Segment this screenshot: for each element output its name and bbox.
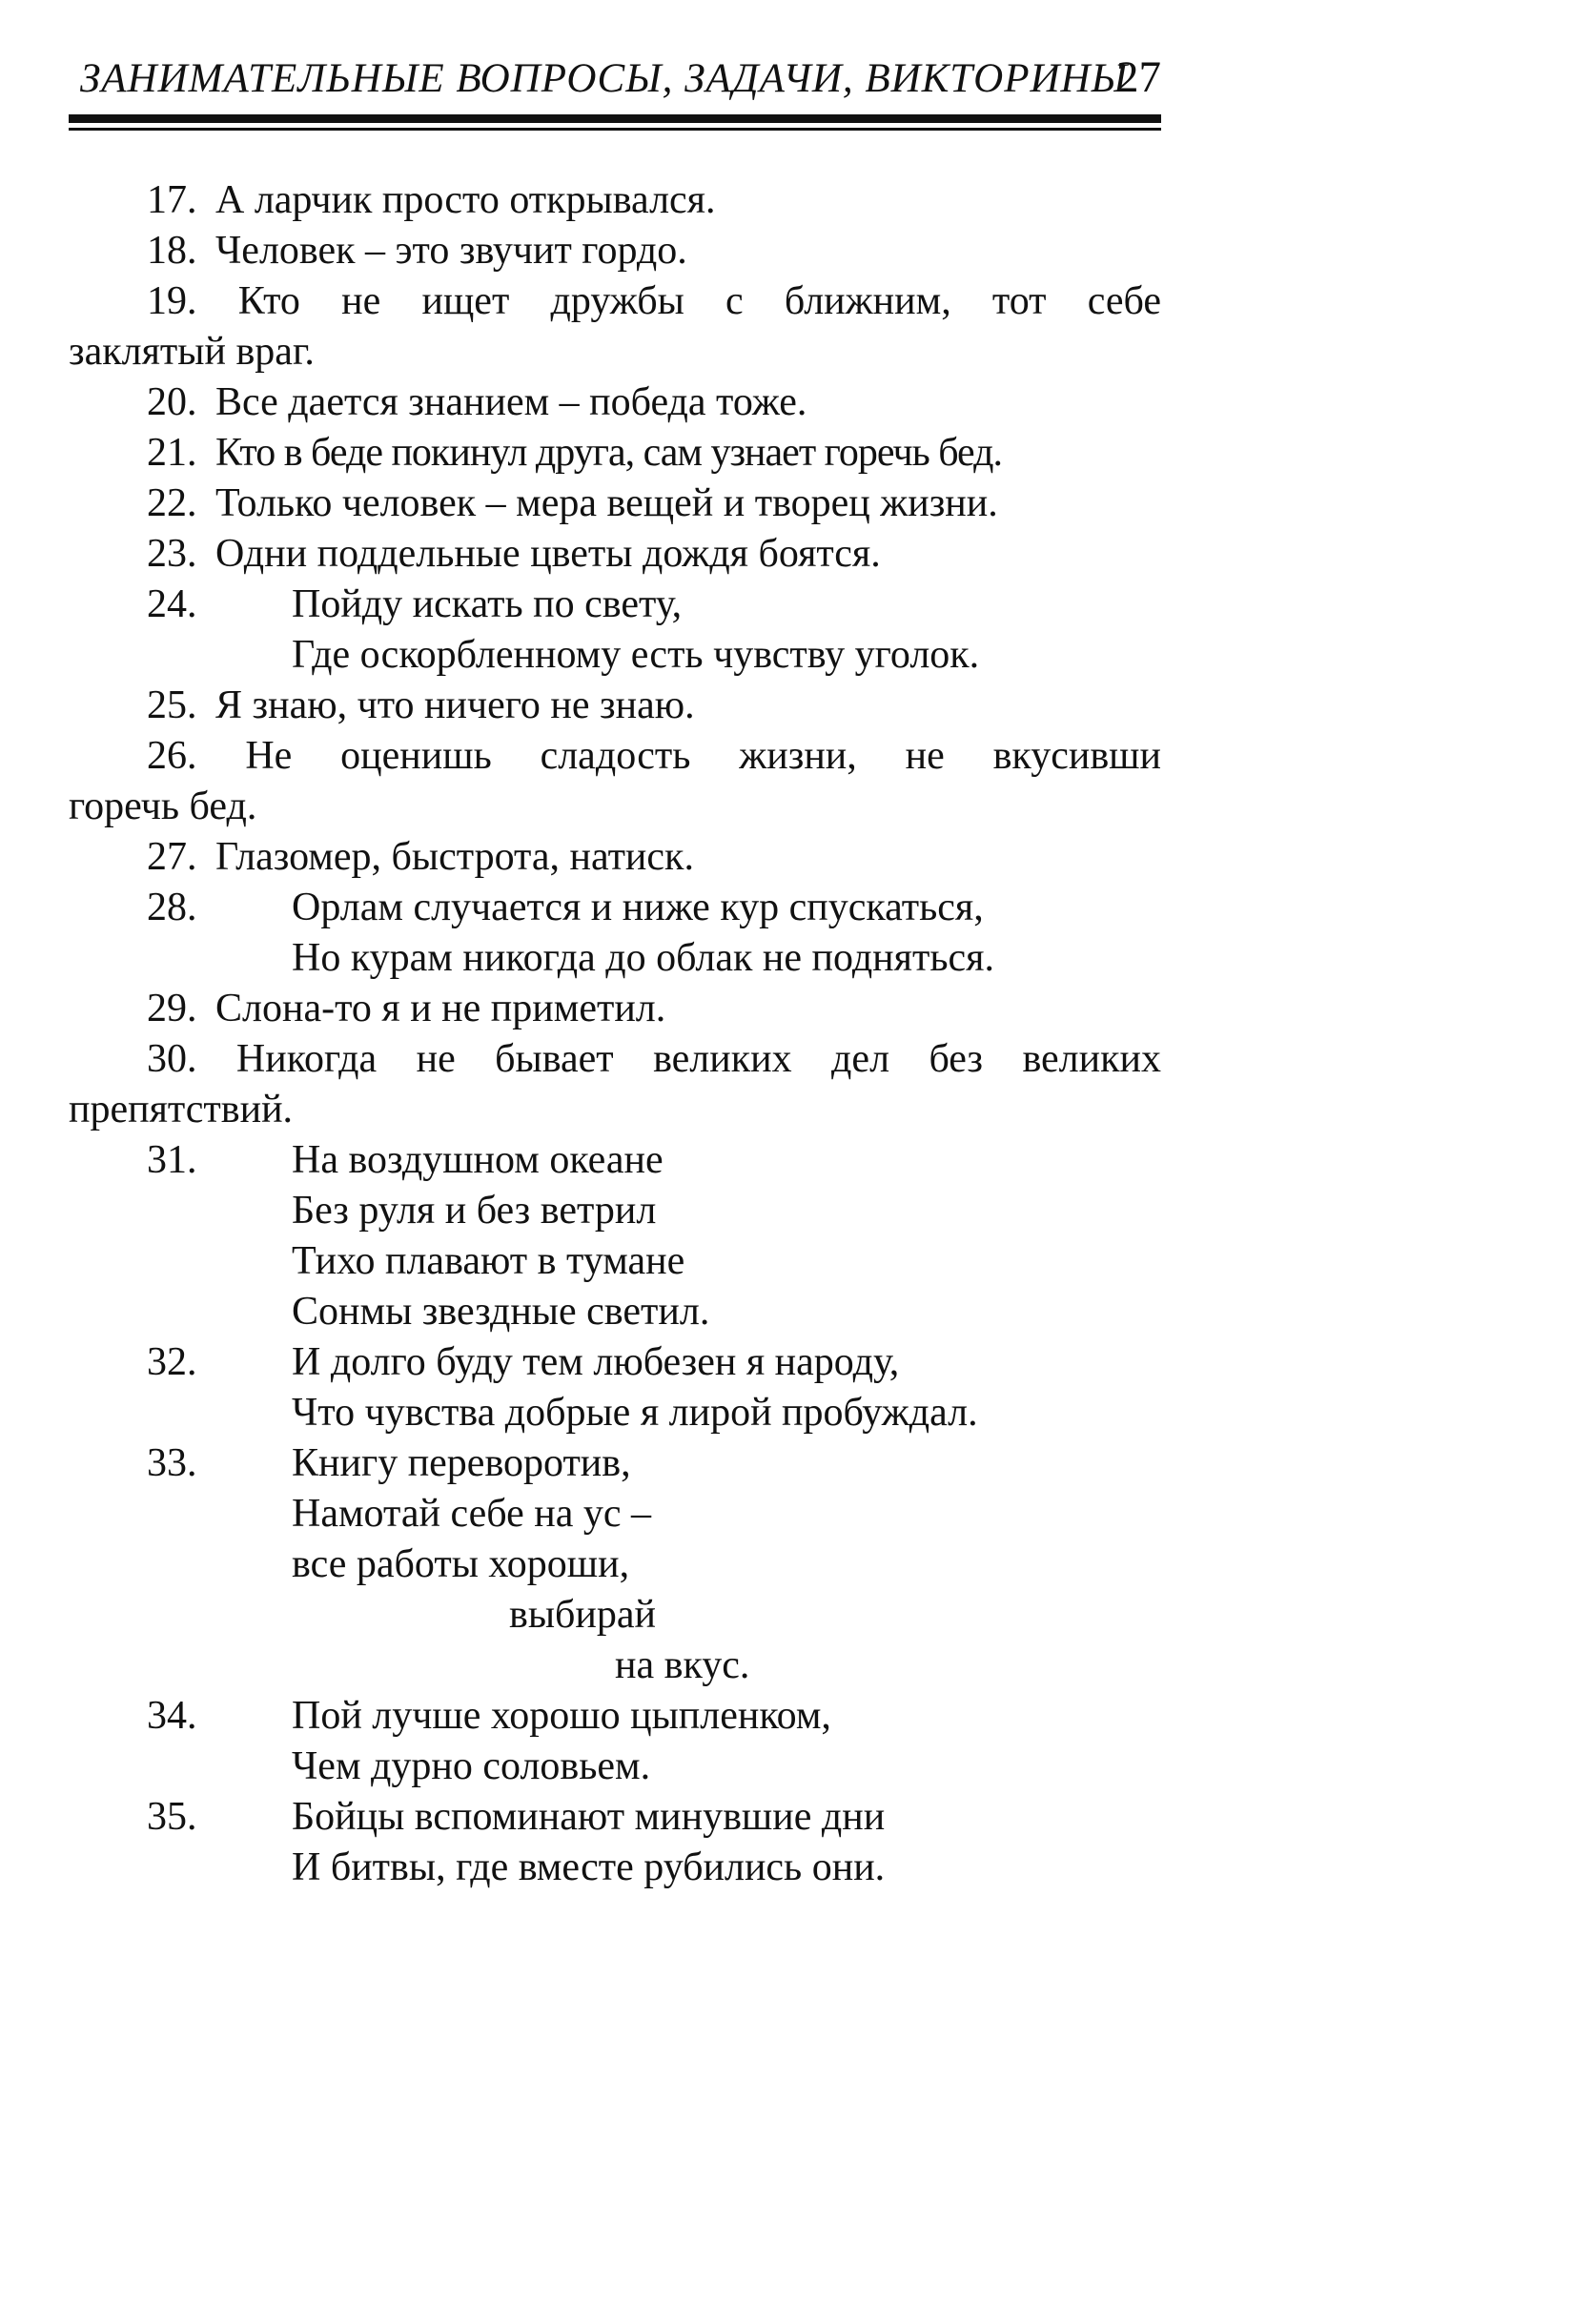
poem-line: выбирай — [509, 1593, 657, 1637]
item-text: Все дается знанием – победа тоже. — [215, 380, 807, 424]
list-item-33-line-4 — [69, 1590, 1161, 1641]
poem-line: На воздушном океане — [292, 1138, 664, 1182]
list-item-28-line-2 — [69, 933, 1161, 984]
item-number: 20. — [147, 380, 197, 424]
list-item-33-line-5 — [69, 1641, 1161, 1691]
running-header — [69, 50, 1161, 116]
poem-line: Бойцы вспоминают минувшие дни — [292, 1795, 886, 1839]
item-number: 34. — [147, 1694, 197, 1738]
item-text: Глазомер, быстрота, натиск. — [215, 835, 694, 879]
list-item-31 — [69, 1135, 1161, 1186]
list-item-22 — [69, 479, 1161, 529]
list-item-27 — [69, 832, 1161, 883]
item-text-line: горечь бед. — [69, 785, 257, 828]
poem-line: Книгу переворотив, — [292, 1441, 631, 1485]
item-number: 21. — [147, 431, 197, 475]
list-item-35-line-2 — [69, 1843, 1161, 1893]
poem-line: Тихо плавают в тумане — [292, 1239, 685, 1283]
poem-line: Орлам случается и ниже кур спускаться, — [292, 886, 984, 929]
list-item-23 — [69, 529, 1161, 580]
list-item-21 — [69, 428, 1161, 479]
list-item-20 — [69, 377, 1161, 428]
list-item-24 — [69, 580, 1161, 630]
item-number: 25. — [147, 683, 197, 727]
item-number: 27. — [147, 835, 197, 879]
poem-line: И битвы, где вместе рубились они. — [292, 1845, 886, 1889]
poem-line: Намотай себе на ус – — [292, 1492, 651, 1536]
list-item-32-line-2 — [69, 1388, 1161, 1438]
item-text-line: 30. Никогда не бывает великих дел без великих — [147, 1037, 1161, 1081]
item-number: 22. — [147, 481, 197, 525]
list-item-31-line-3 — [69, 1236, 1161, 1287]
poem-line: Чем дурно соловьем. — [292, 1744, 651, 1788]
poem-line: на вкус. — [615, 1643, 750, 1687]
poem-line: Где оскорбленному есть чувству уголок. — [292, 633, 980, 677]
poem-line: Сонмы звездные светил. — [292, 1290, 710, 1334]
list-item-19 — [69, 276, 1161, 327]
list-item-24-line-2 — [69, 630, 1161, 681]
list-item-30 — [69, 1034, 1161, 1085]
item-text: А ларчик просто открывался. — [215, 178, 716, 222]
page-number: 27 — [1116, 52, 1161, 102]
list-item-25 — [69, 681, 1161, 731]
item-number: 23. — [147, 532, 197, 576]
header-rule-thick — [69, 114, 1161, 123]
list-item-30-continued — [69, 1085, 1161, 1135]
poem-line: Без руля и без ветрил — [292, 1189, 657, 1233]
list-item-32 — [69, 1337, 1161, 1388]
list-item-26 — [69, 731, 1161, 782]
item-text-line: 26. Не оценишь сладость жизни, не вкусивши — [147, 734, 1161, 778]
item-number: 24. — [147, 582, 197, 626]
item-text: Одни поддельные цветы дождя боятся. — [215, 532, 881, 576]
list-item-33-line-3 — [69, 1539, 1161, 1590]
header-rule-thin — [69, 128, 1161, 131]
poem-line: все работы хороши, — [292, 1542, 630, 1586]
list-item-31-line-2 — [69, 1186, 1161, 1236]
item-text-line: 19. Кто не ищет дружбы с ближним, тот себе — [147, 279, 1161, 323]
list-item-35 — [69, 1792, 1161, 1843]
poem-line: Но курам никогда до облак не подняться. — [292, 936, 994, 980]
list-item-19-continued — [69, 327, 1161, 377]
poem-line: Пойду искать по свету, — [292, 582, 683, 626]
list-item-18 — [69, 226, 1161, 276]
list-item-34-line-2 — [69, 1742, 1161, 1792]
item-number: 32. — [147, 1340, 197, 1384]
item-number: 33. — [147, 1441, 197, 1485]
list-item-34 — [69, 1691, 1161, 1742]
item-number: 35. — [147, 1795, 197, 1839]
item-text: Только человек – мера вещей и творец жизни. — [215, 481, 998, 525]
item-number: 18. — [147, 229, 197, 273]
list-item-28 — [69, 883, 1161, 933]
poem-line: И долго буду тем любезен я народу, — [292, 1340, 900, 1384]
poem-line: Что чувства добрые я лирой пробуждал. — [292, 1391, 978, 1435]
quote-list — [69, 175, 1161, 1893]
list-item-33-line-2 — [69, 1489, 1161, 1539]
poem-line: Пой лучше хорошо цыпленком, — [292, 1694, 831, 1738]
list-item-31-line-4 — [69, 1287, 1161, 1337]
item-text-line: препятствий. — [69, 1088, 294, 1131]
item-number: 17. — [147, 178, 197, 222]
item-number: 31. — [147, 1138, 197, 1182]
item-text: Кто в беде покинул друга, сам узнает горечь бед. — [215, 431, 1002, 475]
list-item-29 — [69, 984, 1161, 1034]
item-text: Слона-то я и не приметил. — [215, 987, 666, 1030]
item-text: Человек – это звучит гордо. — [215, 229, 687, 273]
list-item-33 — [69, 1438, 1161, 1489]
item-number: 29. — [147, 987, 197, 1030]
list-item-17 — [69, 175, 1161, 226]
header-title: ЗАНИМАТЕЛЬНЫЕ ВОПРОСЫ, ЗАДАЧИ, ВИКТОРИНЫ — [80, 56, 1129, 101]
item-text-line: заклятый враг. — [69, 330, 315, 374]
item-text: Я знаю, что ничего не знаю. — [215, 683, 695, 727]
list-item-26-continued — [69, 782, 1161, 832]
item-number: 28. — [147, 886, 197, 929]
